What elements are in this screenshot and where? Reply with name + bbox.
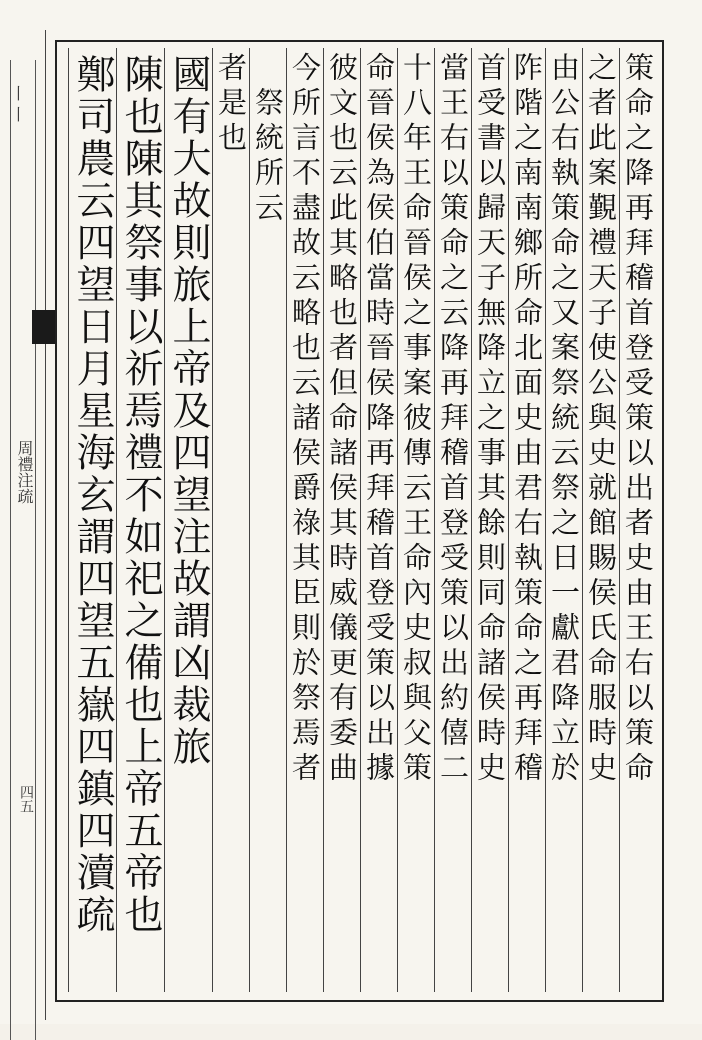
main-text-column: 鄭司農云四望日月星海玄謂四望五嶽四鎮四瀆疏 (68, 48, 116, 992)
text-column (249, 48, 286, 992)
text-column: 首受書以歸天子無降立之事其餘則同命諸侯時史 (471, 48, 508, 992)
text-column: 當王右以策命之云降再拜稽首登受策以出約僖二 (434, 48, 471, 992)
indent-space (251, 52, 285, 87)
text-column: 之者此案覲禮天子使公與史就館賜侯氏命服時史 (582, 48, 619, 992)
main-text-column: 陳也陳其祭事以祈焉禮不如祀之備也上帝五帝也 (116, 48, 164, 992)
text-column: 阼階之南南鄉所命北面史由君右執策命之再拜稽 (508, 48, 545, 992)
text-column: 今所言不盡故云略也云諸侯爵祿其臣則於祭焉者 (286, 48, 323, 992)
text-column: 由公右執策命之又案祭統云祭之日一獻君降立於 (545, 48, 582, 992)
text-column: 命晉侯為侯伯當時晉侯降再拜稽首登受策以出據 (360, 48, 397, 992)
text-column: 策命之降再拜稽首登受策以出者史由王右以策命 (619, 48, 656, 992)
text-column: 十八年王命晉侯之事案彼傳云王命內史叔與父策 (397, 48, 434, 992)
page-gutter (0, 30, 46, 1020)
gutter-book-title: 周禮注疏 (15, 440, 34, 504)
page-edge-tab (32, 310, 56, 344)
gutter-marks: 丨 丨 (8, 85, 27, 123)
gutter-rule (10, 60, 36, 1040)
gutter-page-number: 四五 (18, 785, 34, 813)
text-columns (60, 48, 656, 992)
text-column: 者是也 (212, 48, 249, 992)
text-column: 彼文也云此其略也者但命諸侯其時威儀更有委曲 (323, 48, 360, 992)
main-text-column: 國有大故則旅上帝及四望注故謂凶裁旅 (164, 48, 212, 992)
column-text: 祭統所云 (251, 87, 285, 227)
